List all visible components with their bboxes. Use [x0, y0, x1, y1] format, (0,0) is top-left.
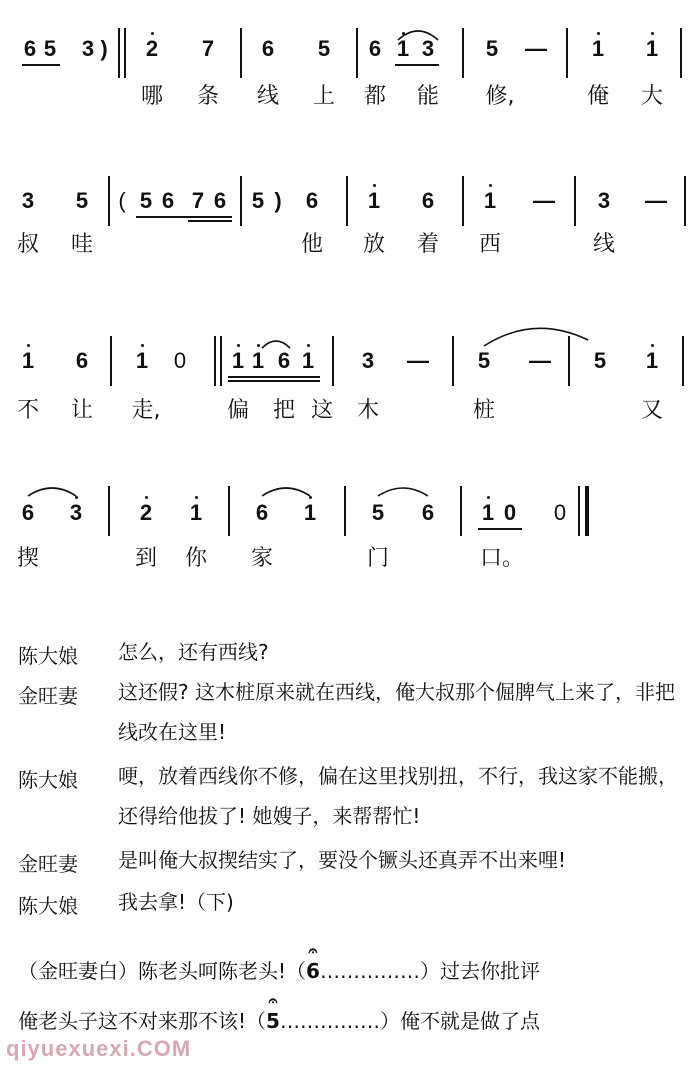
note: 1	[645, 36, 659, 61]
barline	[462, 28, 464, 78]
note: 0	[553, 500, 567, 525]
lyric: 叔	[16, 232, 40, 257]
barline	[108, 486, 110, 536]
lyric: 西	[478, 232, 502, 257]
underline	[228, 376, 320, 378]
lyric: 木	[356, 398, 380, 423]
octave-dot	[237, 344, 240, 347]
lyric: 这	[310, 398, 334, 423]
slur	[378, 488, 428, 496]
underline	[136, 216, 232, 218]
underline	[22, 64, 60, 66]
note: 6	[368, 36, 382, 61]
note: 1	[591, 36, 605, 61]
note: )	[274, 188, 282, 213]
note: 1	[189, 500, 203, 525]
note: 1	[483, 188, 497, 213]
note: )	[100, 36, 108, 61]
lyric: 又	[640, 398, 664, 423]
lyric: 门	[366, 546, 390, 571]
underline	[228, 380, 320, 382]
fermata-icon: 𝄐	[268, 991, 278, 1010]
lyric: 揳	[16, 546, 40, 571]
note: 1	[367, 188, 381, 213]
speaker-name: 陈大娘	[18, 644, 78, 668]
lyric: 线	[592, 232, 616, 257]
barline	[574, 176, 576, 226]
octave-dot	[307, 344, 310, 347]
dialogue-line: 这还假? 这木桩原来就在西线，俺大叔那个倔脾气上来了，非把线改在这里!	[118, 680, 675, 744]
octave-dot	[151, 32, 154, 35]
lyric: 他	[300, 232, 324, 257]
note: 3	[597, 188, 611, 213]
score-line-4	[0, 486, 700, 576]
note: 2	[139, 500, 153, 525]
underline	[188, 220, 232, 222]
barline	[124, 28, 126, 78]
note: 0	[503, 500, 517, 525]
note: 7	[191, 188, 205, 213]
note: 5	[317, 36, 331, 61]
lyric: 把	[272, 398, 296, 423]
note: 5	[75, 188, 89, 213]
note: 3	[21, 188, 35, 213]
barline	[220, 336, 222, 386]
underline	[478, 528, 522, 530]
note: (	[118, 188, 126, 213]
slur	[28, 488, 76, 496]
note: 3	[421, 36, 435, 61]
barline	[452, 336, 454, 386]
octave-dot	[75, 496, 78, 499]
slur	[484, 328, 588, 346]
dialogue-line: 是叫俺大叔揳结实了，要没个镢头还真弄不出来哩!	[118, 848, 567, 872]
octave-dot	[487, 496, 490, 499]
barline	[460, 486, 462, 536]
octave-dot	[651, 32, 654, 35]
barline	[578, 486, 580, 536]
note: 1	[231, 348, 245, 373]
note: 6	[161, 188, 175, 213]
note: 7	[201, 36, 215, 61]
note: —	[645, 188, 667, 213]
note: 6	[75, 348, 89, 373]
slur-group	[0, 486, 700, 576]
lyric: 修,	[485, 84, 515, 109]
barline	[240, 176, 242, 226]
fermata-note: 𝄐 5	[266, 991, 280, 1033]
note: 0	[173, 348, 187, 373]
barline	[356, 28, 358, 78]
note: 5	[43, 36, 57, 61]
lyric: 能	[416, 84, 440, 109]
octave-dot	[489, 184, 492, 187]
dialogue-line: 我去拿!（下)	[118, 890, 234, 914]
barline	[344, 486, 346, 536]
note: 3	[361, 348, 375, 373]
fermata-note: 𝄐 6	[306, 941, 320, 983]
narration-line	[18, 991, 540, 1034]
barline	[684, 176, 686, 226]
barline	[214, 336, 216, 386]
barline	[566, 28, 568, 78]
barline	[118, 28, 120, 78]
note: 5	[371, 500, 385, 525]
note: —	[533, 188, 555, 213]
speaker-name: 陈大娘	[18, 894, 78, 918]
lyric: 俺	[586, 84, 610, 109]
note: 5	[251, 188, 265, 213]
lyric: 哪	[140, 84, 164, 109]
note: 6	[421, 188, 435, 213]
note: 5	[593, 348, 607, 373]
lyric: 口。	[479, 546, 525, 571]
lyric: 哇	[70, 232, 94, 257]
note: 1	[303, 500, 317, 525]
note: —	[525, 36, 547, 61]
note: 1	[396, 36, 410, 61]
octave-dot	[402, 32, 405, 35]
note: 6	[277, 348, 291, 373]
octave-dot	[195, 496, 198, 499]
lyric: 到	[134, 546, 158, 571]
note: —	[407, 348, 429, 373]
lyric: 条	[196, 84, 220, 109]
lyric: 放	[362, 232, 386, 257]
octave-dot	[309, 496, 312, 499]
note: 3	[81, 36, 95, 61]
narration-line	[18, 941, 540, 984]
note: 5	[477, 348, 491, 373]
speaker-name: 陈大娘	[18, 768, 78, 792]
dialogue-line: 怎么，还有西线?	[118, 640, 269, 664]
barline	[346, 176, 348, 226]
watermark: qiyuexuexi.COM	[6, 1036, 192, 1061]
lyric: 着	[416, 232, 440, 257]
barline	[568, 336, 570, 386]
dialogue-line: 哽，放着西线你不修，偏在这里找别扭，不行，我这家不能搬，还得给他拔了! 她嫂子，来帮帮忙!	[118, 764, 678, 828]
note: 6	[421, 500, 435, 525]
barline	[110, 336, 112, 386]
lyric: 都	[363, 84, 387, 109]
lyric: 上	[312, 84, 336, 109]
lyric: 大	[640, 84, 664, 109]
lyric: 让	[70, 398, 94, 423]
narration-text: 俺老头子这不对来那不该!（	[18, 1009, 267, 1033]
speaker-name: 金旺妻	[18, 684, 78, 708]
note: —	[529, 348, 551, 373]
note: 6	[21, 500, 35, 525]
octave-dot	[27, 344, 30, 347]
slur	[262, 488, 310, 496]
barline	[240, 28, 242, 78]
note: 6	[23, 36, 37, 61]
lyric: 偏	[226, 398, 250, 423]
note: 6	[213, 188, 227, 213]
narration-text: （金旺妻白）陈老头呵陈老头!（	[18, 959, 307, 983]
lyric: 你	[184, 546, 208, 571]
speaker-name: 金旺妻	[18, 852, 78, 876]
score-line-2	[0, 176, 700, 266]
barline	[680, 28, 682, 78]
note: 1	[135, 348, 149, 373]
fermata-icon: 𝄐	[308, 941, 318, 960]
octave-dot	[141, 344, 144, 347]
octave-dot	[373, 184, 376, 187]
score-line-1	[0, 28, 700, 118]
lyric: 走,	[131, 398, 161, 423]
note: 3	[69, 500, 83, 525]
note: 5	[139, 188, 153, 213]
octave-dot	[597, 32, 600, 35]
lyric: 桩	[472, 398, 496, 423]
lyric: 家	[250, 546, 274, 571]
barline	[332, 336, 334, 386]
note: 5	[485, 36, 499, 61]
note: 6	[255, 500, 269, 525]
note: 2	[145, 36, 159, 61]
note: 6	[261, 36, 275, 61]
note: 1	[481, 500, 495, 525]
score-line-3	[0, 336, 700, 426]
note: 6	[305, 188, 319, 213]
note: 1	[251, 348, 265, 373]
barline	[228, 486, 230, 536]
barline	[462, 176, 464, 226]
lyric: 不	[16, 398, 40, 423]
underline	[395, 64, 439, 66]
barline	[682, 336, 684, 386]
barline	[108, 176, 110, 226]
narration-text: ……………）俺不就是做了点	[279, 1009, 540, 1033]
note: 1	[645, 348, 659, 373]
note: 1	[301, 348, 315, 373]
slur	[262, 341, 290, 348]
narration-text: ……………）过去你批评	[319, 959, 540, 983]
octave-dot	[257, 344, 260, 347]
barline	[585, 486, 589, 536]
octave-dot	[651, 344, 654, 347]
lyric: 线	[256, 84, 280, 109]
octave-dot	[145, 496, 148, 499]
note: 1	[21, 348, 35, 373]
